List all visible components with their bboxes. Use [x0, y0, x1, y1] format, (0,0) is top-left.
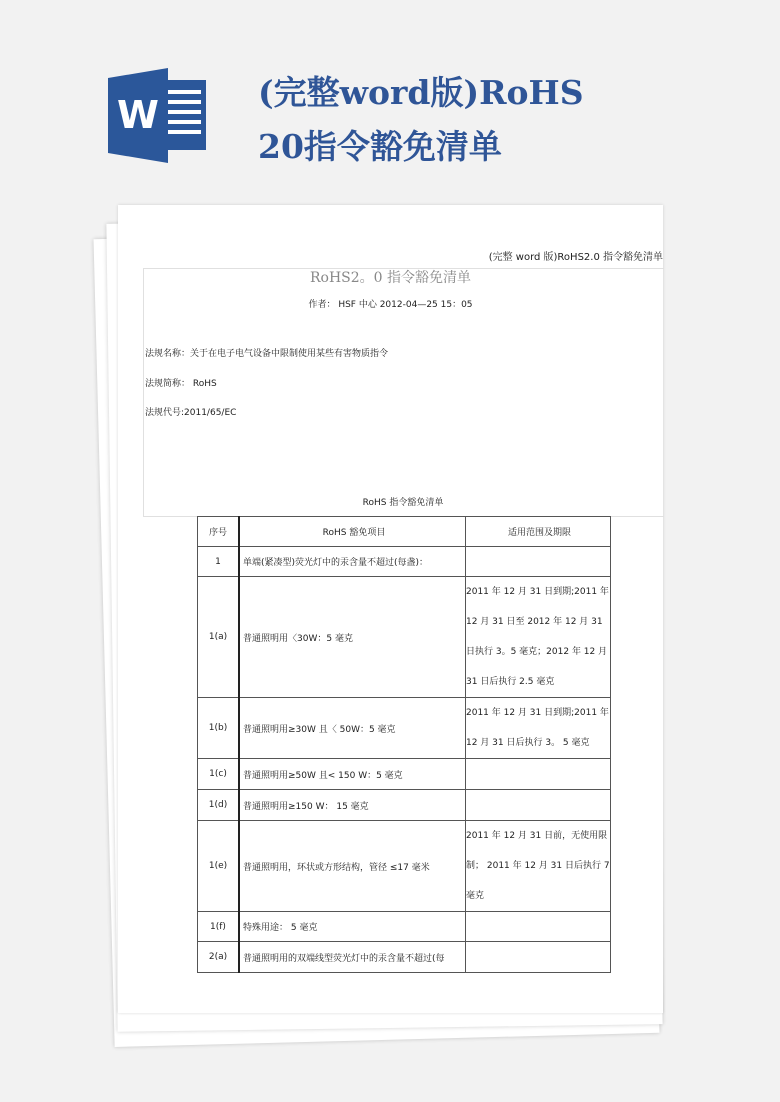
exemption-table	[197, 516, 611, 973]
row-scope	[466, 790, 611, 821]
table-row	[198, 698, 611, 759]
regulation-code: 法规代号:2011/65/EC	[145, 408, 237, 418]
row-scope	[466, 942, 611, 973]
row-item: 普通照明用〈30W：5 毫克	[239, 577, 466, 698]
table-row	[198, 912, 611, 942]
table-row	[198, 790, 611, 821]
row-scope	[466, 759, 611, 790]
row-no: 2(a)	[198, 942, 240, 973]
svg-text:W: W	[117, 93, 159, 137]
table-row	[198, 577, 611, 698]
banner-title	[258, 66, 584, 174]
row-scope	[466, 547, 611, 577]
row-no: 1(a)	[198, 577, 240, 698]
table-row	[198, 547, 611, 577]
title-line-2: 20指令豁免清单	[258, 127, 502, 166]
row-item: 普通照明用的双端线型荧光灯中的汞含量不超过(每	[239, 942, 466, 973]
row-scope: 2011 年 12 月 31 日到期;2011 年 12 月 31 日至 2012 年 12 月 31 日执行 3。5 毫克；2012 年 12 月 31 日后执行 2.5 毫克	[466, 577, 611, 698]
author-line: 作者： HSF 中心 2012-04—25 15：05	[308, 300, 473, 310]
row-no: 1(f)	[198, 912, 240, 942]
row-scope: 2011 年 12 月 31 日到期;2011 年 12 月 31 日后执行 3。 5 毫克	[466, 698, 611, 759]
row-no: 1(d)	[198, 790, 240, 821]
row-item: 普通照明用≥30W 且〈 50W：5 毫克	[239, 698, 466, 759]
table-caption: RoHS 指令豁免清单	[362, 498, 444, 508]
title-line-1: (完整word版)RoHS	[258, 73, 584, 112]
header-item: RoHS 豁免项目	[239, 517, 466, 547]
header-scope: 适用范围及期限	[466, 517, 611, 547]
table-row	[198, 759, 611, 790]
row-item: 特殊用途： 5 毫克	[239, 912, 466, 942]
table-row	[198, 942, 611, 973]
row-item: 普通照明用≥150 W： 15 毫克	[239, 790, 466, 821]
page-header: (完整 word 版)RoHS2.0 指令豁免清单	[488, 252, 663, 263]
table-header-row	[198, 517, 611, 547]
row-no: 1(c)	[198, 759, 240, 790]
row-scope	[466, 912, 611, 942]
header-no: 序号	[198, 517, 240, 547]
row-no: 1	[198, 547, 240, 577]
document-page	[118, 205, 663, 1013]
row-no: 1(b)	[198, 698, 240, 759]
row-no: 1(e)	[198, 821, 240, 912]
regulation-name: 法规名称：关于在电子电气设备中限制使用某些有害物质指令	[145, 349, 389, 359]
row-item: 普通照明用≥50W 且< 150 W：5 毫克	[239, 759, 466, 790]
word-logo-icon	[108, 68, 208, 163]
row-item: 普通照明用，环状或方形结构，管径 ≤17 毫米	[239, 821, 466, 912]
table-row	[198, 821, 611, 912]
row-scope: 2011 年 12 月 31 日前，无使用限制； 2011 年 12 月 31 日后执行 7 毫克	[466, 821, 611, 912]
document-title: RoHS2。0 指令豁免清单	[309, 270, 472, 286]
regulation-short-name: 法规简称： RoHS	[145, 379, 217, 389]
row-item: 单端(紧凑型)荧光灯中的汞含量不超过(每盏)：	[239, 547, 466, 577]
